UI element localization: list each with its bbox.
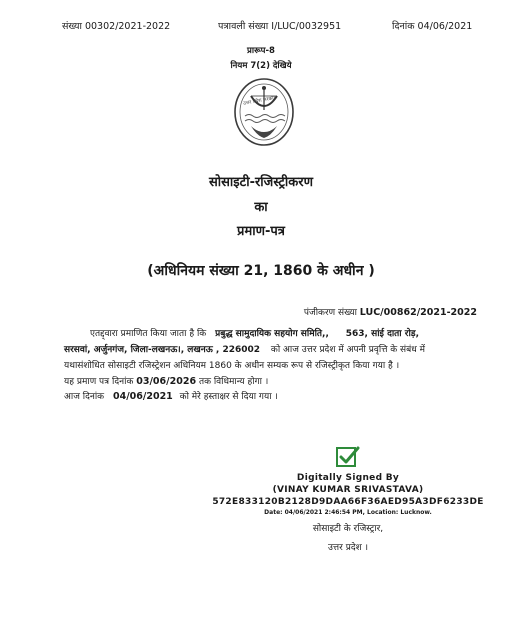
body-line-1 (90, 326, 419, 339)
rule-reference: नियम 7(2) देखिये (230, 61, 292, 71)
title-certificate: प्रमाण-पत्र (237, 224, 285, 239)
registration-statement: को आज उत्तर प्रदेश में अपनी प्रवृत्ति के संबंध में (270, 345, 426, 355)
file-number: पत्रावली संख्या I/LUC/0032951 (218, 21, 342, 32)
registration-number (304, 305, 477, 318)
issue-date: दिनांक 04/06/2021 (392, 21, 473, 32)
validity-suffix: तक विधिमान्य होगा । (198, 377, 269, 387)
signing-suffix: को मेरे हस्ताक्षर से दिया गया । (179, 392, 278, 402)
validity-date: 03/06/2026 (136, 376, 197, 387)
registration-label: पंजीकरण संख्या (303, 308, 357, 318)
green-check-icon (336, 446, 360, 468)
uttar-pradesh-emblem-icon (233, 76, 295, 148)
signature-meta: Date: 04/06/2021 2:46:54 PM, Location: Lucknow. (264, 509, 432, 516)
society-address-line-2: सरसवां, अर्जुनगंज, जिला-लखनऊ।, लखनऊ , 226002 (64, 345, 261, 355)
registration-value: LUC/00862/2021-2022 (359, 307, 477, 318)
signing-prefix: आज दिनांक (64, 392, 105, 402)
emblem-text: उत्तर प्रदेश सरकार (242, 95, 277, 107)
title-society-registration: सोसाइटी-रजिस्ट्रीकरण (208, 175, 313, 190)
body-line-3: यथासंशोधित सोसाइटी रजिस्ट्रेशन अधिनियम 1860 के अधीन सम्यक रूप से रजिस्ट्रीकृत किया गया है । (64, 361, 400, 371)
registrar-title: सोसाइटी के रजिस्ट्रार, (312, 524, 384, 534)
digitally-signed-label: Digitally Signed By (296, 473, 400, 483)
signer-name: (VINAY KUMAR SRIVASTAVA) (272, 485, 424, 495)
society-name: प्रबुद्ध सामुदायिक सहयोग समिति,, (215, 329, 329, 339)
title-connector: का (254, 200, 268, 215)
body-line-2 (64, 342, 425, 355)
certificate-serial-number: संख्या 00302/2021-2022 (62, 21, 171, 32)
society-address-line-1: 563, सांई दाता रोड़, (345, 329, 420, 339)
validity-line (64, 374, 268, 387)
registrar-state: उत्तर प्रदेश । (328, 543, 368, 553)
certify-text: एतद्द्वारा प्रमाणित किया जाता है कि (90, 329, 207, 339)
act-reference: (अधिनियम संख्या 21, 1860 के अधीन ) (147, 263, 375, 279)
signing-date: 04/06/2021 (112, 391, 173, 402)
validity-prefix: यह प्रमाण पत्र दिनांक (64, 377, 134, 387)
signature-hash: 572E833120B2128D9DAA66F36AED95A3DF6233DE (212, 497, 484, 507)
signing-date-line (64, 389, 278, 402)
form-number: प्रारूप-8 (247, 46, 275, 56)
